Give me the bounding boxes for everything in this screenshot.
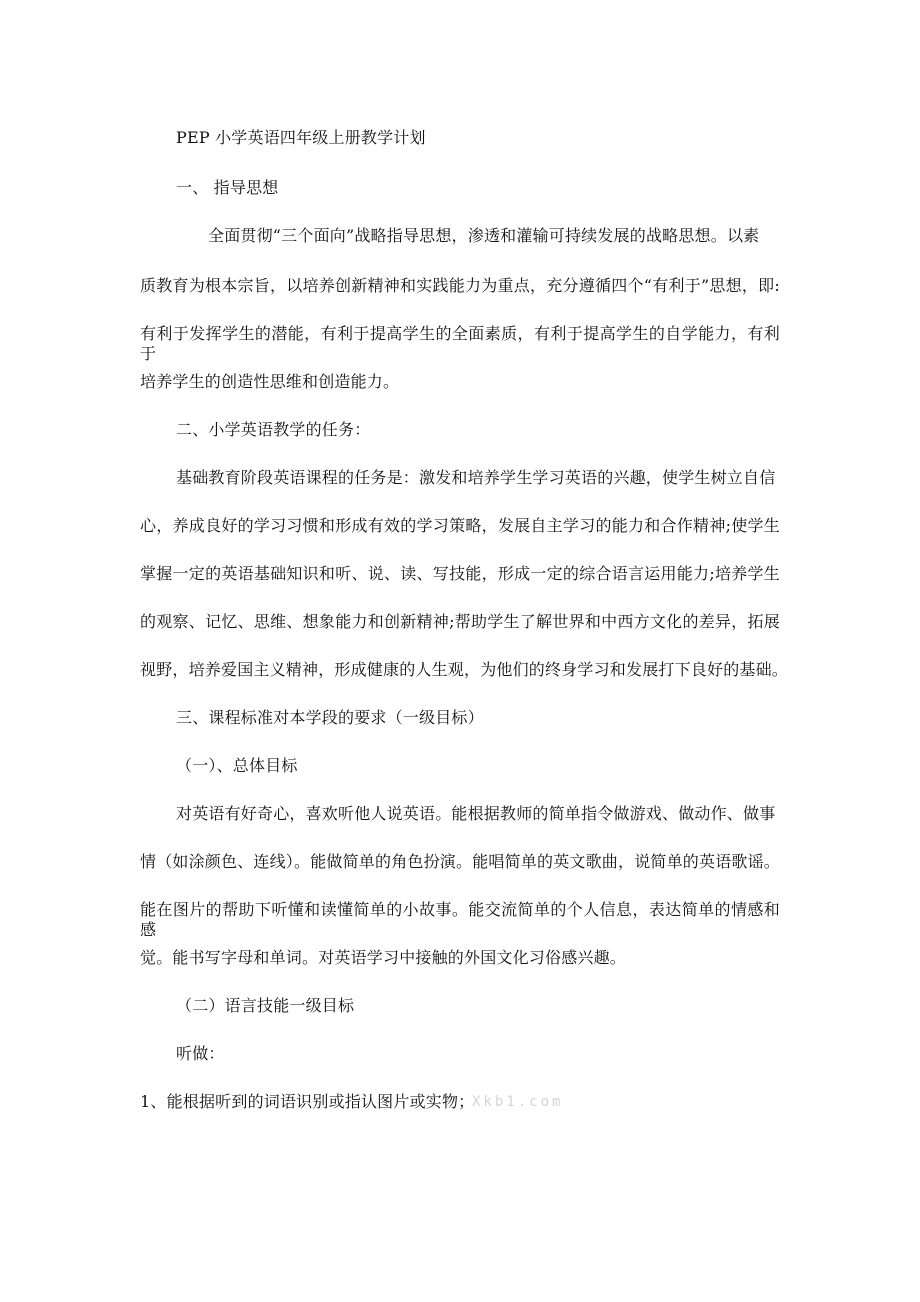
subsection1-line-1: 对英语有好奇心，喜欢听他人说英语。能根据教师的简单指令做游戏、做动作、做事 <box>176 804 776 823</box>
watermark-text: Xkb1.com <box>472 1094 564 1110</box>
listen-do-heading: 听做： <box>176 1044 225 1063</box>
section2-line-3: 掌握一定的英语基础知识和听、说、读、写技能，形成一定的综合语言运用能力;培养学生 <box>140 564 780 583</box>
list-item-1: 1、能根据听到的词语识别或指认图片或实物； <box>140 1092 475 1111</box>
section2-line-1: 基础教育阶段英语课程的任务是：激发和培养学生学习英语的兴趣，使学生树立自信 <box>176 468 776 487</box>
section2-line-5: 视野，培养爱国主义精神，形成健康的人生观，为他们的终身学习和发展打下良好的基础。 <box>140 660 789 679</box>
subsection1-line-3: 能在图片的帮助下听懂和读懂简单的小故事。能交流简单的个人信息，表达简单的情感和感 <box>140 900 780 939</box>
section3-heading: 三、课程标准对本学段的要求（一级目标） <box>176 708 484 727</box>
subsection1-line-4: 觉。能书写字母和单词。对英语学习中接触的外国文化习俗感兴趣。 <box>140 948 627 967</box>
section1-line-3: 有利于发挥学生的潜能，有利于提高学生的全面素质，有利于提高学生的自学能力，有利于 <box>140 324 780 363</box>
section2-line-4: 的观察、记忆、思维、想象能力和创新精神;帮助学生了解世界和中西方文化的差异，拓展 <box>140 612 780 631</box>
doc-title: PEP 小学英语四年级上册教学计划 <box>176 128 426 147</box>
section2-heading: 二、小学英语教学的任务： <box>176 420 371 439</box>
subsection1-line-2: 情（如涂颜色、连线）。能做简单的角色扮演。能唱简单的英文歌曲，说简单的英语歌谣。 <box>140 852 781 871</box>
section1-line-2: 质教育为根本宗旨，以培养创新精神和实践能力为重点，充分遵循四个“有利于”思想，即: <box>140 276 780 295</box>
section1-line-1: 全面贯彻“三个面向”战略指导思想，渗透和灌输可持续发展的战略思想。以素 <box>208 226 760 245</box>
subsection2-heading: （二）语言技能一级目标 <box>176 996 355 1015</box>
subsection1-heading: （一）、总体目标 <box>176 756 298 775</box>
section2-line-2: 心，养成良好的学习习惯和形成有效的学习策略，发展自主学习的能力和合作精神;使学生 <box>140 516 780 535</box>
section1-heading: 一、 指导思想 <box>176 178 279 197</box>
section1-line-4: 培养学生的创造性思维和创造能力。 <box>140 372 400 391</box>
